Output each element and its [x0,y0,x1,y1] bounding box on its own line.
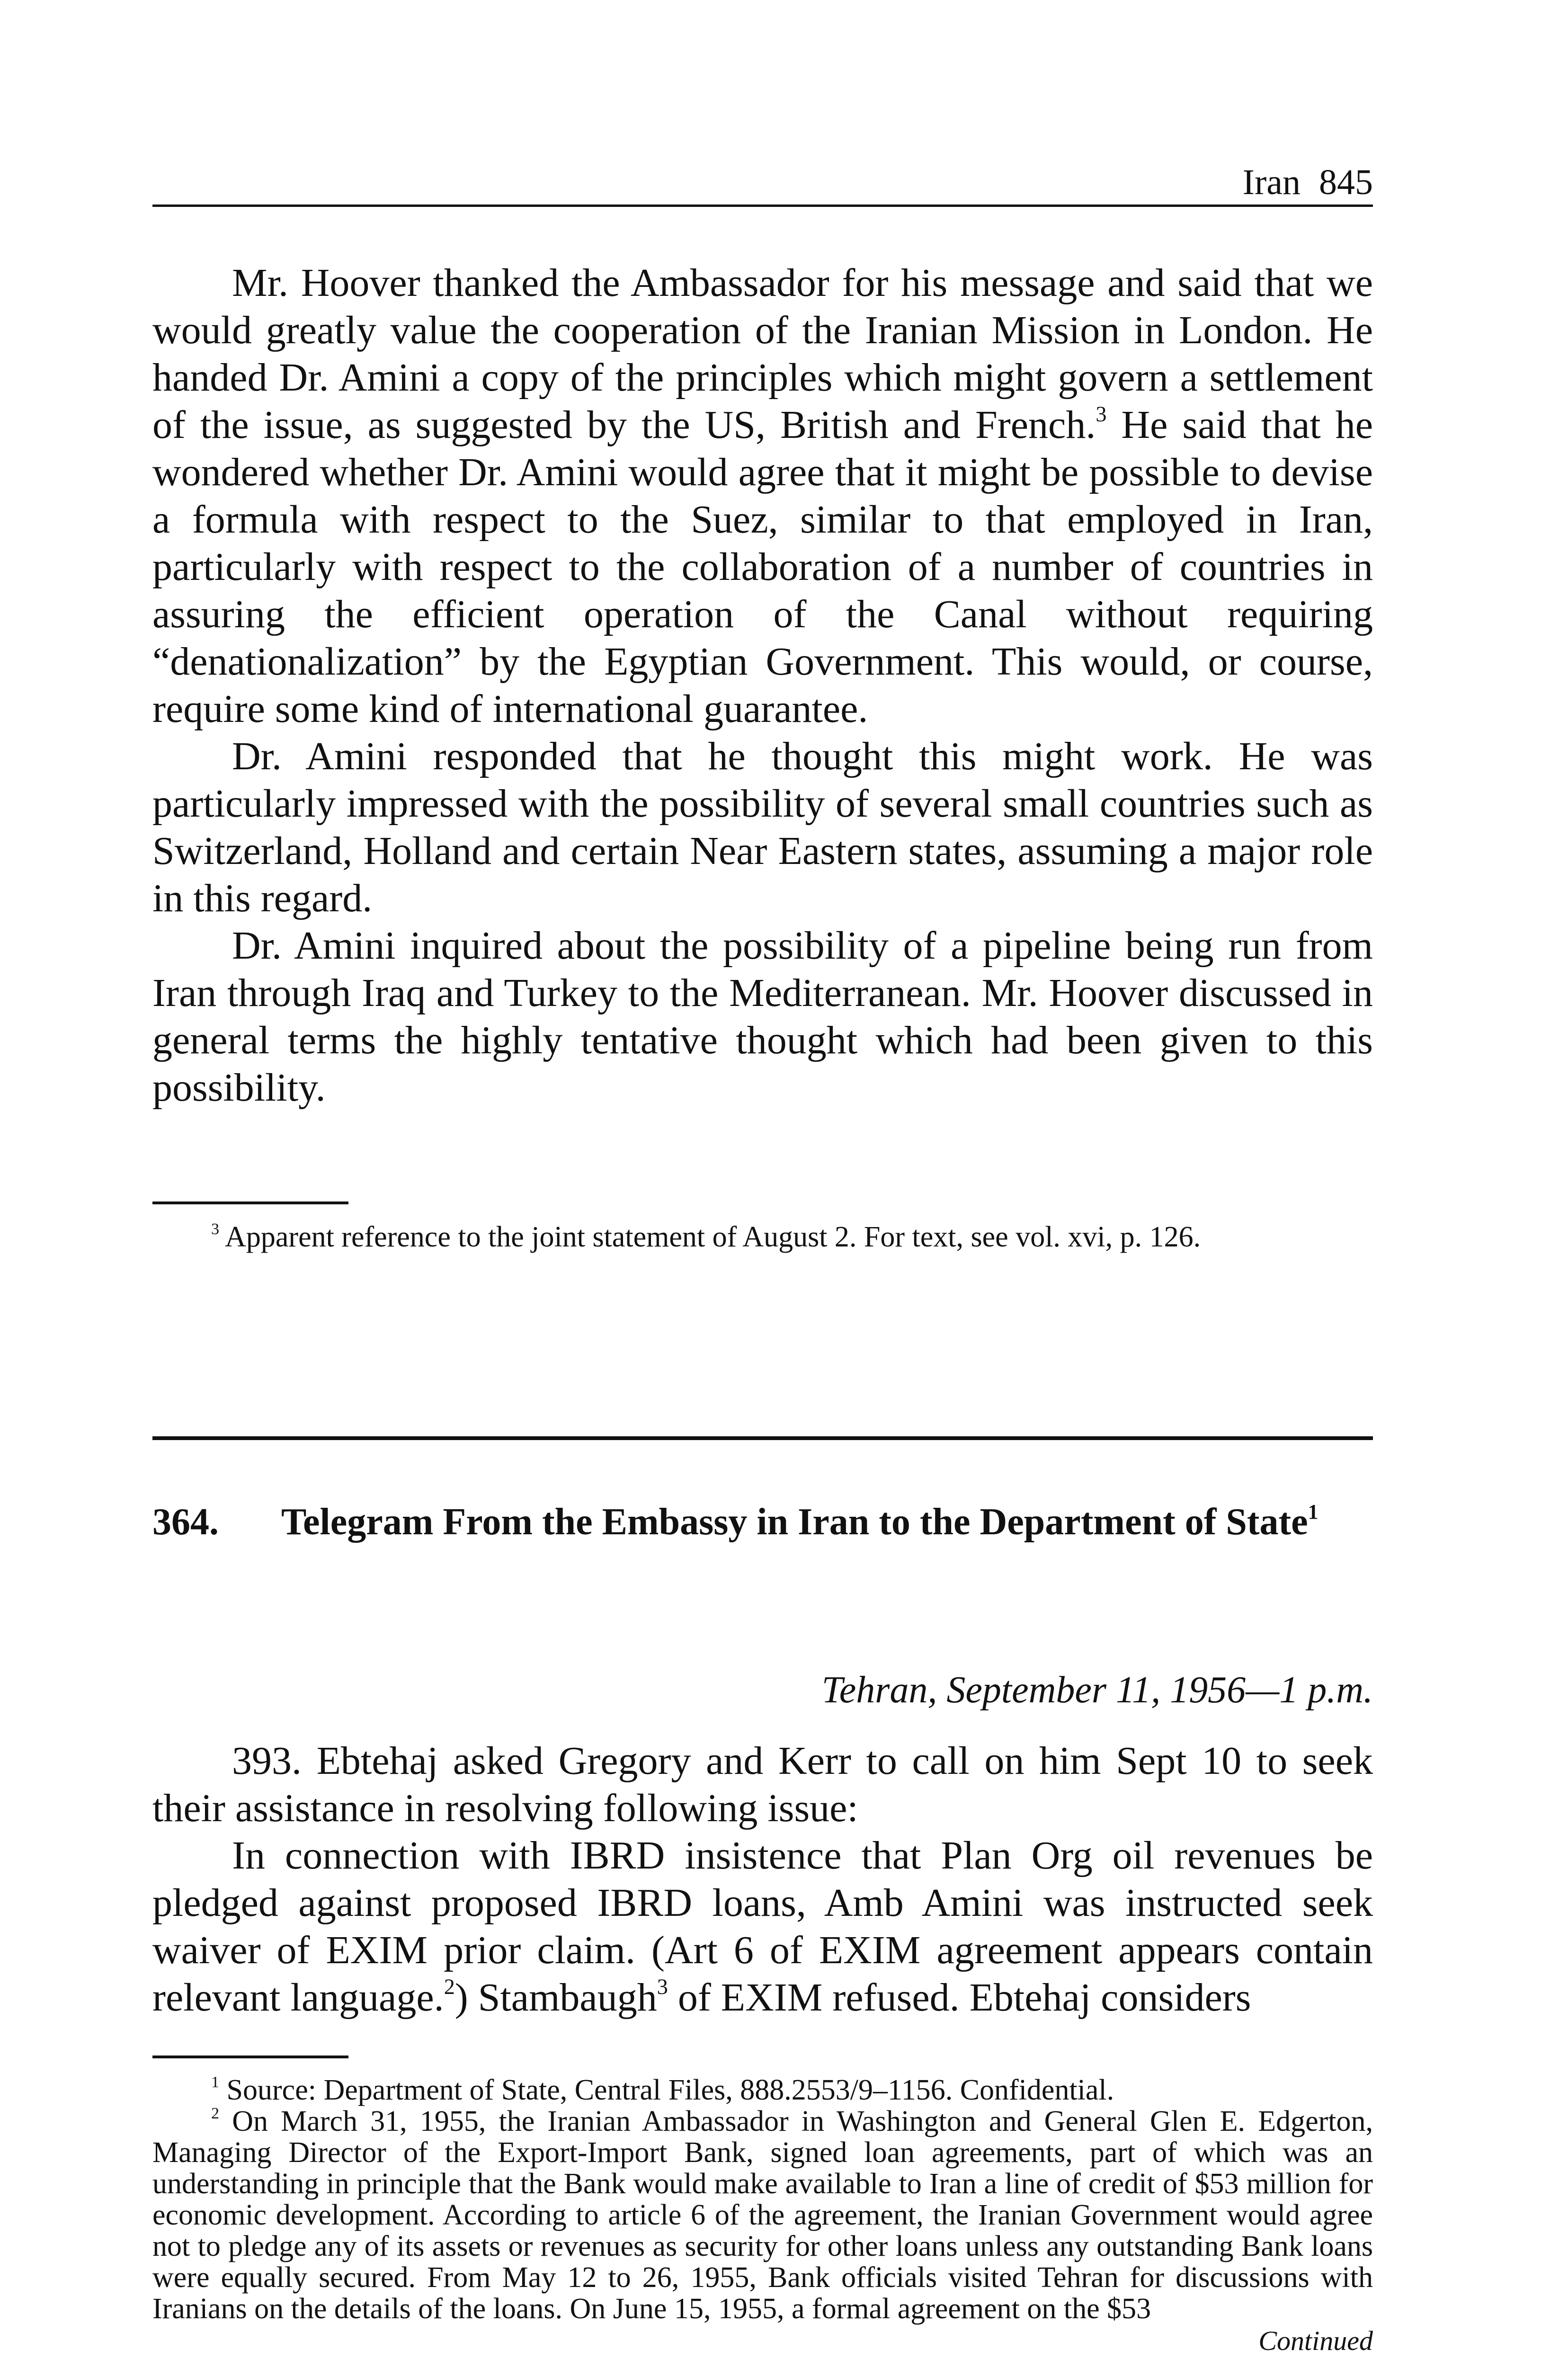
footnote-mark: 2 [211,2105,220,2123]
top-section-body [152,259,1373,1112]
document-footnotes [152,2074,1373,2357]
footnote-rule [152,1201,348,1204]
running-head-section: Iran [1242,162,1301,202]
document-title: Telegram From the Embassy in Iran to the Department of State$^1$ [281,1500,1319,1543]
document-number: 364. [152,1501,219,1543]
footnote-rule [152,2056,348,2058]
document-heading [152,1499,1373,1545]
footnote-mark: 1 [211,2073,220,2091]
paragraph: Dr. Amini inquired about the possibility of a pipeline being run from Iran through Iraq and Turkey to the Mediterranean. Mr. Hoover discussed in general terms the highly tentative thought which had been given to this possibility. [152,924,1373,1110]
footnote-mark: 3 [211,1220,220,1238]
running-head [152,161,1373,204]
paragraph: 393. Ebtehaj asked Gregory and Kerr to call on him Sept 10 to seek their assistance in resolving following issue: [152,1739,1373,1830]
continued-label: Continued [1258,2325,1373,2356]
footnote: $^1$ Source: Department of State, Central Files, 888.2553/9–1156. Confidential. [211,2073,1114,2106]
footnote: $^3$ Apparent reference to the joint statement of August 2. For text, see vol. xvi, p. 126. [211,1220,1201,1253]
footnote-ref: 3 [657,1975,668,1999]
running-head-page-number: 845 [1319,162,1373,202]
document-body [152,1737,1373,2021]
footnote-ref: 2 [444,1975,455,1999]
paragraph: Mr. Hoover thanked the Ambassador for his message and said that we would greatly value the cooperation of the Iranian Mission in London. He handed Dr. Amini a copy of the principles which might govern a settlement of the issue, as suggested by the US, British and French.$^3$ He said that he wondered whether Dr. Amini would agree that it might be possible to devise a formula with respect to the Suez, similar to that employed in Iran, particularly with respect to the collaboration of a number of countries in assuring the efficient operation of the Canal without requiring “denationalization” by the Egyptian Government. This would, or course, require some kind of international guarantee. [152,261,1373,731]
paragraph: In connection with IBRD insistence that Plan Org oil revenues be pledged against proposed IBRD loans, Amb Amini was instructed seek waiver of EXIM prior claim. (Art 6 of EXIM agreement appears contain relevant language.$^2$) Stambaugh$^3$ of EXIM refused. Ebtehaj considers [152,1833,1373,2020]
paragraph: Dr. Amini responded that he thought this might work. He was particularly impressed with the possibility of several small countries such as Switzerland, Holland and certain Near Eastern states, assuming a major role in this regard. [152,734,1373,920]
header-rule [152,205,1373,207]
footnote-ref: 3 [1096,402,1107,427]
section-divider [152,1436,1373,1440]
footnote: $^2$ On March 31, 1955, the Iranian Ambassador in Washington and General Glen E. Edgerton, Managing Director of the Export-Import Bank, signed loan agreements, part of which was an understanding in principle that the Bank would make available to Iran a line of credit of $53 million for economic development. According to article 6 of the agreement, the Iranian Government would agree not to pledge any of its assets or revenues as security for other loans unless any outstanding Bank loans were equally secured. From May 12 to 26, 1955, Bank officials visited Tehran for discussions with Iranians on the details of the loans. On June 15, 1955, a formal agreement on the $53 [152,2105,1373,2325]
dateline: Tehran, September 11, 1956—1 p.m. [821,1669,1373,1711]
footnote-ref: 1 [1308,1500,1319,1523]
top-section-footnotes [152,1221,1373,1253]
